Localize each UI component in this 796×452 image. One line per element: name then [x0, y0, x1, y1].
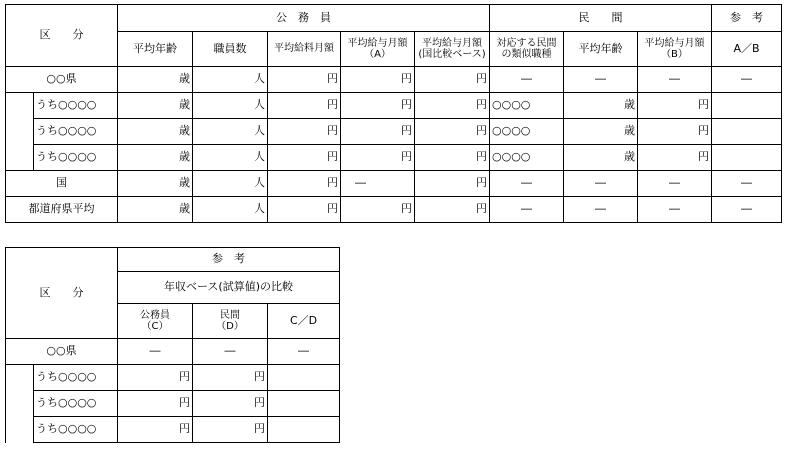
table-row	[6, 119, 782, 145]
table-row	[6, 339, 340, 365]
table-row	[6, 93, 782, 119]
table-row	[6, 417, 340, 443]
cell-ratio-cd	[268, 417, 340, 443]
cell-public-c: 円	[118, 391, 193, 417]
group-header-minkan: 民 間	[490, 5, 712, 32]
cell-avg-pay-national: 円	[415, 93, 490, 119]
col-avg-pay-a	[341, 32, 415, 67]
indent-spacer	[6, 93, 34, 171]
annual-income-comparison-table	[5, 247, 340, 443]
table-row	[6, 67, 782, 93]
cell-private-d: 円	[193, 391, 268, 417]
sub-header-annual-income: 年収ベース(試算値)の比較	[118, 272, 340, 304]
cell-staff-count: 人	[193, 197, 268, 223]
col-private-d	[193, 304, 268, 339]
cell-private-d: 円	[193, 417, 268, 443]
cell-staff-count: 人	[193, 171, 268, 197]
row-label: 国	[6, 171, 118, 197]
row-label: ○○県	[6, 339, 118, 365]
cell-staff-count: 人	[193, 67, 268, 93]
cell-ratio-ab: ―	[712, 171, 782, 197]
col-avg-pay-national-line1: 平均給与月額	[422, 37, 482, 49]
col-public-c-line1: 公務員	[140, 309, 170, 321]
cell-ratio-ab: ―	[712, 197, 782, 223]
cell-private-d: 円	[193, 365, 268, 391]
row-label: ○○県	[6, 67, 118, 93]
cell-avg-pay-a: ―	[341, 171, 415, 197]
cell-private-pay-b: 円	[638, 93, 712, 119]
cell-avg-salary: 円	[268, 197, 341, 223]
cell-avg-age: 歳	[118, 145, 193, 171]
row-label: うち○○○○	[34, 391, 118, 417]
cell-avg-pay-a: 円	[341, 197, 415, 223]
table-row	[6, 145, 782, 171]
cell-private-pay-b: 円	[638, 145, 712, 171]
cell-private-avg-age: 歳	[564, 119, 638, 145]
row-label: うち○○○○	[34, 119, 118, 145]
cell-staff-count: 人	[193, 119, 268, 145]
cell-public-c: ―	[118, 339, 193, 365]
cell-avg-pay-a: 円	[341, 93, 415, 119]
cell-ratio-ab: ―	[712, 67, 782, 93]
cell-avg-pay-national: 円	[415, 67, 490, 93]
col-private-pay-b-line1: 平均給与月額	[644, 37, 705, 49]
cell-avg-pay-national: 円	[415, 119, 490, 145]
col-private-d-line2: （D）	[216, 321, 244, 332]
col-avg-age: 平均年齢	[118, 32, 193, 67]
cell-private-pay-b: ―	[638, 197, 712, 223]
row-label: うち○○○○	[34, 365, 118, 391]
cell-similar-job: ―	[490, 197, 564, 223]
table-row	[6, 197, 782, 223]
col-private-avg-age: 平均年齢	[564, 32, 638, 67]
row-label: うち○○○○	[34, 417, 118, 443]
cell-avg-age: 歳	[118, 119, 193, 145]
group-header-sankou: 参 考	[712, 5, 782, 32]
col-similar-job	[490, 32, 564, 67]
cell-avg-pay-national: 円	[415, 145, 490, 171]
cell-avg-salary: 円	[268, 145, 341, 171]
col-ratio-cd: C／D	[268, 304, 340, 339]
cell-staff-count: 人	[193, 93, 268, 119]
cell-private-pay-b: 円	[638, 119, 712, 145]
table-row	[6, 365, 340, 391]
cell-private-pay-b: ―	[638, 67, 712, 93]
cell-avg-age: 歳	[118, 93, 193, 119]
cell-ratio-ab	[712, 93, 782, 119]
col-avg-pay-national	[415, 32, 490, 67]
salary-comparison-table	[5, 4, 782, 223]
col-public-c	[118, 304, 193, 339]
cell-private-pay-b: ―	[638, 171, 712, 197]
col-avg-pay-a-line1: 平均給与月額	[347, 37, 408, 49]
cell-private-avg-age: ―	[564, 171, 638, 197]
row-label: うち○○○○	[34, 93, 118, 119]
cell-avg-salary: 円	[268, 67, 341, 93]
indent-spacer	[6, 365, 34, 443]
table-row	[6, 171, 782, 197]
group-header-sankou: 参 考	[118, 248, 340, 272]
cell-similar-job: ○○○○	[490, 145, 564, 171]
cell-avg-pay-a: 円	[341, 145, 415, 171]
cell-private-avg-age: 歳	[564, 145, 638, 171]
cell-similar-job: ―	[490, 67, 564, 93]
cell-private-avg-age: 歳	[564, 93, 638, 119]
cell-private-avg-age: ―	[564, 67, 638, 93]
table-row	[6, 391, 340, 417]
cell-public-c: 円	[118, 417, 193, 443]
cell-avg-age: 歳	[118, 197, 193, 223]
row-label: 都道府県平均	[6, 197, 118, 223]
col-private-d-line1: 民間	[220, 309, 240, 321]
col-private-pay-b	[638, 32, 712, 67]
cell-private-d: ―	[193, 339, 268, 365]
cell-public-c: 円	[118, 365, 193, 391]
cell-avg-salary: 円	[268, 93, 341, 119]
cell-ratio-cd	[268, 365, 340, 391]
col-similar-job-line1: 対応する民間	[496, 37, 557, 49]
row-label: うち○○○○	[34, 145, 118, 171]
cell-avg-pay-a: 円	[341, 67, 415, 93]
col-private-pay-b-line2: （B）	[661, 49, 688, 60]
col-avg-pay-national-line2: (国比較ベース)	[418, 49, 486, 60]
cell-ratio-cd	[268, 391, 340, 417]
cell-ratio-ab	[712, 145, 782, 171]
cell-avg-pay-national: 円	[415, 197, 490, 223]
cell-avg-age: 歳	[118, 67, 193, 93]
cell-avg-pay-a: 円	[341, 119, 415, 145]
header-kubun: 区 分	[6, 5, 118, 67]
cell-similar-job: ―	[490, 171, 564, 197]
col-avg-pay-a-line2: （A）	[364, 49, 391, 60]
col-public-c-line2: （C）	[141, 321, 169, 332]
col-similar-job-line2: の類似職種	[501, 49, 552, 60]
col-ratio-ab: A／B	[712, 32, 782, 67]
cell-avg-salary: 円	[268, 119, 341, 145]
header-kubun: 区 分	[6, 248, 118, 339]
cell-ratio-ab	[712, 119, 782, 145]
cell-similar-job: ○○○○	[490, 93, 564, 119]
cell-avg-age: 歳	[118, 171, 193, 197]
group-header-koumuin: 公 務 員	[118, 5, 490, 32]
cell-similar-job: ○○○○	[490, 119, 564, 145]
col-staff-count: 職員数	[193, 32, 268, 67]
cell-avg-pay-national: 円	[415, 171, 490, 197]
cell-private-avg-age: ―	[564, 197, 638, 223]
cell-staff-count: 人	[193, 145, 268, 171]
cell-ratio-cd: ―	[268, 339, 340, 365]
col-avg-salary: 平均給料月額	[268, 32, 341, 67]
cell-avg-salary: 円	[268, 171, 341, 197]
